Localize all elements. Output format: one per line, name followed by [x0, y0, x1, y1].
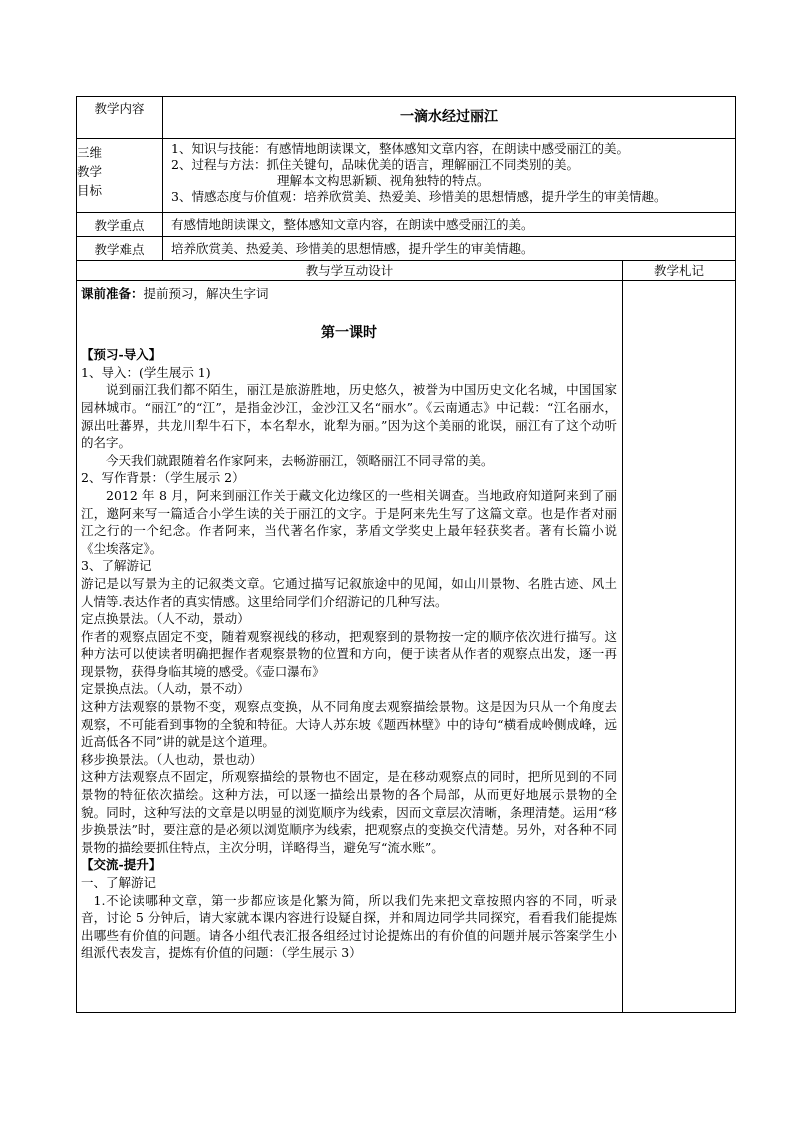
lesson-plan-table [76, 96, 736, 1013]
prep-label: 课前准备： [81, 286, 144, 301]
prep-line [81, 285, 617, 303]
design-body-row [77, 281, 735, 1012]
goal-item: 3、情感态度与价值观：培养欣赏美、热爱美、珍惜美的思想情感，提升学生的审美情趣。 [171, 189, 667, 204]
section-heading: 【预习-导入】 [81, 347, 162, 363]
notes-header: 教学札记 [653, 263, 704, 278]
goal-item: 理解本文构思新颖、视角独特的特点。 [277, 173, 490, 188]
key-points-label: 教学重点 [77, 213, 163, 236]
paragraph: 这种方法观察点不固定，所观察描绘的景物也不固定，是在移动观察点的同时，把所见到的不同景物的特征依次描绘。这种方法，可以逐一描绘出景物的各个局部，从而更好地展示景物的全貌。同时，这种写法的文章是以明显的浏览顺序为线索，因而文章层次清晰，条理清楚。运用“移步换景法”时，要注意的是必须以浏览顺序为线索，把观察点的变换交代清楚。另外，对各种不同景物的描绘要抓住特点，主次分明，详略得当，避免写“流水账”。 [81, 769, 617, 855]
difficulties-label: 教学难点 [77, 237, 163, 260]
method-title: 定点换景法。（人不动，景动） [81, 611, 250, 627]
lesson-heading: 第一课时 [321, 324, 377, 341]
content-label: 教学内容 [77, 97, 163, 138]
key-points-text: 有感情地朗读课文，整体感知文章内容，在朗读中感受丽江的美。 [171, 217, 534, 232]
lesson-title: 一滴水经过丽江 [400, 109, 498, 125]
goals-label-line: 目标 [77, 183, 103, 198]
goals-label-line: 教学 [77, 164, 103, 179]
paragraph: 1.不论读哪种文章，第一步都应该是化繁为简，所以我们先来把文章按照内容的不同，听录音，讨论 5 分钟后，请大家就本课内容进行设疑自探，并和周边同学共同探究，看看我们能提炼出哪些有价值的问题。请各小组代表汇报各组经过讨论提炼出的有价值的问题并展示答案学生小组派代表发言，提炼有价值的问题：（学生展示 3） [81, 892, 617, 961]
goals-row [77, 139, 735, 213]
item-heading: 3、了解游记 [81, 558, 152, 574]
paragraph: 这种方法观察的景物不变，观察点变换，从不同角度去观察描绘景物。这是因为只从一个角度去观察，不可能看到事物的全貌和特征。大诗人苏东坡《题西林壁》中的诗句“横看成岭侧成峰，远近高低各不同”讲的就是这个道理。 [81, 699, 617, 750]
paragraph: 2012 年 8 月，阿来到丽江作关于藏文化边缘区的一些相关调查。当地政府知道阿来到了丽江，邀阿来写一篇适合小学生读的关于丽江的文字。于是阿来先生写了这篇文章。也是作者对丽江之行的一个纪念。作者阿来，当代著名作家，茅盾文学奖史上最年轻获奖者。著有长篇小说《尘埃落定》。 [81, 487, 617, 556]
goal-item: 2、过程与方法：抓住关键句，品味优美的语言，理解丽江不同类别的美。 [171, 157, 579, 172]
key-points-row [77, 213, 735, 237]
goals-label [77, 139, 163, 212]
item-heading: 一、了解游记 [81, 875, 157, 890]
paragraph: 作者的观察点固定不变，随着观察视线的移动，把观察到的景物按一定的顺序依次进行描写。这种方法可以使读者明确把握作者观察景物的位置和方向，便于读者从作者的观察点出发，逐一再现景物，获得身临其境的感受。《壶口瀑布》 [81, 628, 617, 679]
design-header: 教与学互动设计 [77, 261, 623, 280]
prep-text: 提前预习，解决生字词 [143, 286, 269, 301]
difficulties-text: 培养欣赏美、热爱美、珍惜美的思想情感，提升学生的审美情趣。 [171, 241, 534, 256]
design-content [77, 281, 623, 1012]
method-title: 移步换景法。（人也动，景也动） [81, 751, 263, 767]
design-header-row [77, 261, 735, 281]
notes-column [623, 281, 735, 1012]
title-row [77, 97, 735, 139]
goals-text [163, 139, 735, 212]
section-heading: 【交流-提升】 [81, 857, 162, 873]
paragraph: 今天我们就跟随着名作家阿来，去畅游丽江，领略丽江不同寻常的美。 [106, 452, 494, 468]
paragraph: 游记是以写景为主的记叙类文章。它通过描写记叙旅途中的见闻，如山川景物、名胜古迹、风土人情等.表达作者的真实情感。这里给同学们介绍游记的几种写法。 [81, 575, 617, 609]
item-heading: 2、写作背景：（学生展示 2） [81, 470, 245, 486]
paragraph: 说到丽江我们都不陌生，丽江是旅游胜地，历史悠久，被誉为中国历史文化名城，中国国家园林城市。“丽江”的“江”，是指金沙江，金沙江又名“丽水”。《云南通志》中记载：“江名丽水，源出吐蕃界，共龙川犁牛石下，本名犁水，讹犁为丽。”因为这个美丽的讹误，丽江有了这个动听的名字。 [81, 382, 617, 451]
item-heading: 1、导入：(学生展示 1) [81, 364, 211, 380]
difficulties-row [77, 237, 735, 261]
goals-label-line: 三维 [77, 145, 103, 160]
method-title: 定景换点法。（人动，景不动） [81, 681, 250, 697]
goal-item: 1、知识与技能：有感情地朗读课文，整体感知文章内容，在朗读中感受丽江的美。 [171, 141, 629, 156]
